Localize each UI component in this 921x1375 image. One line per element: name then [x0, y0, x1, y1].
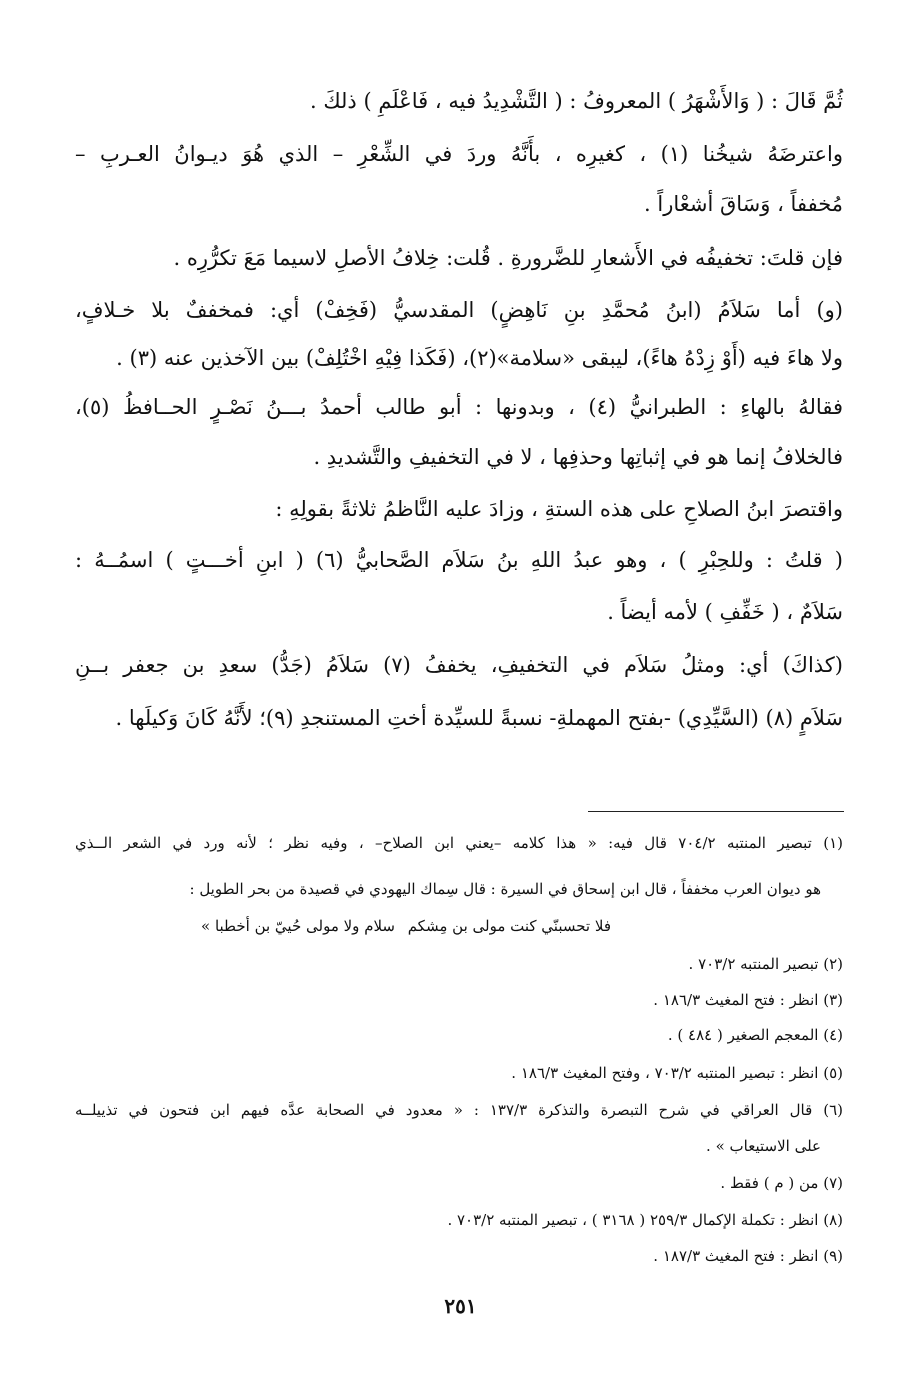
body-line-13: سَلاَمٍ (٨) (السَّيِّدِي) -بفتح المهملةِ- نسبةً للسيِّدة أختِ المستنجدِ (٩)؛ لأَنَّهُ كَانَ وَكيلَها . [115, 706, 843, 730]
footnote-1-cont: هو ديوان العرب مخففاً ، قال ابن إسحاق في السيرة : قال سِماك اليهودي في قصيدة من بحر الطويل : [189, 880, 821, 898]
footnote-5: (٥) انظر : تبصير المنتبه ٧٠٣/٢ ، وفتح المغيث ١٨٦/٣ . [511, 1064, 843, 1082]
body-line-6: ولا هاءَ فيه (أَوْ زِدْهُ هاءً)، ليبقى «سلامة»(٢)، (فَكَذا فِيْهِ اخْتُلِفْ) بين الآخذين عنه (٣) . [116, 346, 843, 370]
body-line-4: فإن قلتَ: تخفيفُه في الأَشعارِ للضَّرورةِ . قُلت: خِلافُ الأصلِ لاسيما مَعَ تكرُّرِه . [173, 246, 843, 270]
page-number: ٢٥١ [444, 1294, 477, 1318]
footnote-8: (٨) انظر : تكملة الإكمال ٢٥٩/٣ ( ٣١٦٨ ) ، تبصير المنتبه ٧٠٣/٢ . [447, 1211, 843, 1229]
body-line-10: ( قلتُ : وللحِبْرِ ) ، وهو عبدُ اللهِ بنُ سَلاَم الصَّحابيُّ (٦) ( ابنِ أخـــتٍ ) اسمُــهُ : [75, 548, 843, 572]
body-line-7: فقالهُ بالهاءِ : الطبرانيُّ (٤) ، وبدونها : أبو طالب أحمدُ بـــنُ نَصْـرٍ الحــافظُ (٥)، [75, 395, 843, 419]
footnote-6-cont: على الاستيعاب » . [706, 1137, 821, 1155]
body-line-2: واعترضَهُ شيخُنا (١) ، كغيرِه ، بأَنَّهُ وردَ في الشِّعْرِ – الذي هُوَ ديـوانُ العـربِ – [75, 142, 844, 166]
footnote-3: (٣) انظر : فتح المغيث ١٨٦/٣ . [653, 991, 843, 1009]
body-line-3: مُخففاً ، وَسَاقَ أشعْاراً . [644, 192, 843, 216]
footnote-4: (٤) المعجم الصغير ( ٤٨٤ ) . [667, 1026, 843, 1044]
footnote-9: (٩) انظر : فتح المغيث ١٨٧/٣ . [653, 1247, 843, 1265]
poem-hemistich-2: سلام ولا مولى حُييّ بن أخطبا » [201, 917, 395, 935]
body-line-11: سَلاَمٌ ، ( خَفِّفِ ) لأمه أيضاً . [607, 600, 843, 624]
footnote-6: (٦) قال العراقي في شرح التبصرة والتذكرة ١٣٧/٣ : « معدود في الصحابة عدَّه فيهم ابن فتحون في تذييلــه [75, 1101, 843, 1119]
body-line-9: واقتصرَ ابنُ الصلاحِ على هذه الستةِ ، وزادَ عليه النَّاظمُ ثلاثةً بقولِهِ : [275, 497, 843, 521]
body-line-1: ثُمَّ قَالَ : ( وَالأَشْهَرُ ) المعروفُ : ( التَّشْدِيدُ فيه ، فَاعْلَمِ ) ذلكَ . [309, 89, 843, 113]
body-line-5: (و) أما سَلاَمُ (ابنُ مُحمَّدِ بنِ نَاهِضٍ) المقدسيُّ (فَخِفْ) أي: فمخففٌ بلا خـلافٍ، [75, 298, 843, 322]
poem-hemistich-1: فلا تحسبنّي كنت مولى بن مِشكم [407, 917, 611, 935]
footnote-separator [588, 811, 844, 812]
body-line-8: فالخلافُ إنما هو في إثباتِها وحذفِها ، لا في التخفيفِ والتَّشديدِ . [313, 445, 843, 469]
footnote-1: (١) تبصير المنتبه ٧٠٤/٢ قال فيه: « هذا كلامه –يعني ابن الصلاح– ، وفيه نظر ؛ لأنه ورد في الشعر الــذي [75, 834, 843, 852]
footnote-7: (٧) من ( م ) فقط . [720, 1174, 843, 1192]
footnote-2: (٢) تبصير المنتبه ٧٠٣/٢ . [688, 955, 843, 973]
body-line-12: (كذاكَ) أي: ومثلُ سَلاَم في التخفيفِ، يخففُ (٧) سَلاَمُ (جَدُّ) سعدِ بن جعفر بــنِ [75, 653, 843, 677]
